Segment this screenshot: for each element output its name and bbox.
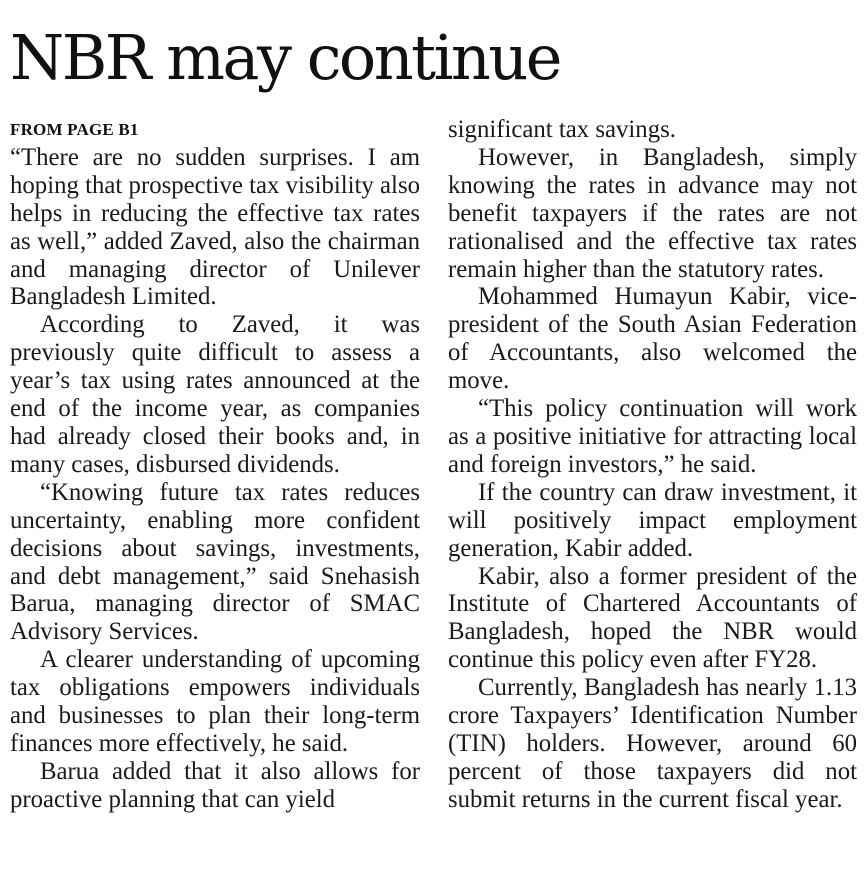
article-paragraph: Kabir, also a former president of the Institute of Chartered Accountants of Bangladesh, hoped the NBR would continue this policy even after FY28. bbox=[448, 562, 857, 674]
article-column-right bbox=[448, 116, 857, 814]
article-paragraph: Barua added that it also allows for proactive planning that can yield bbox=[10, 757, 420, 813]
article-paragraph: A clearer understanding of upcoming tax obligations empowers individuals and businesses to plan their long-term finances more effectively, he said. bbox=[10, 646, 420, 757]
article-paragraph: “This policy continuation will work as a positive initiative for attracting local and foreign investors,” he said. bbox=[448, 395, 857, 478]
article-paragraph: According to Zaved, it was previously quite difficult to assess a year’s tax using rates announced at the end of the income year, as companies had already closed their books and, in many cases, disbursed dividends. bbox=[10, 311, 420, 478]
article-paragraph: If the country can draw investment, it will positively impact employment generation, Kabir added. bbox=[448, 478, 857, 562]
article-paragraph: “There are no sudden surprises. I am hoping that prospective tax visibility also helps in reducing the effective tax rates as well,” added Zaved, also the chairman and managing director of Unilever Bangladesh Limited. bbox=[10, 143, 420, 311]
article-paragraph: “Knowing future tax rates reduces uncertainty, enabling more confident decisions about savings, investments, and debt management,” said Snehasish Barua, managing director of SMAC Advisory Services. bbox=[10, 478, 420, 646]
article-paragraph: Mohammed Humayun Kabir, vice-president of the South Asian Federation of Accountants, also welcomed the move. bbox=[448, 283, 857, 395]
headline: NBR may continue bbox=[10, 21, 560, 94]
article-paragraph: However, in Bangladesh, simply knowing the rates in advance may not benefit taxpayers if the rates are not rationalised and the effective tax rates remain higher than the statutory rates. bbox=[448, 143, 857, 283]
article-paragraph: Currently, Bangladesh has nearly 1.13 crore Taxpayers’ Identification Number (TIN) holders. However, around 60 percent of those taxpayers did not submit returns in the current fiscal year. bbox=[448, 674, 857, 813]
continued-from-label: FROM PAGE B1 bbox=[10, 120, 139, 139]
article-column-left bbox=[10, 116, 420, 814]
article-paragraph: significant tax savings. bbox=[448, 116, 676, 143]
